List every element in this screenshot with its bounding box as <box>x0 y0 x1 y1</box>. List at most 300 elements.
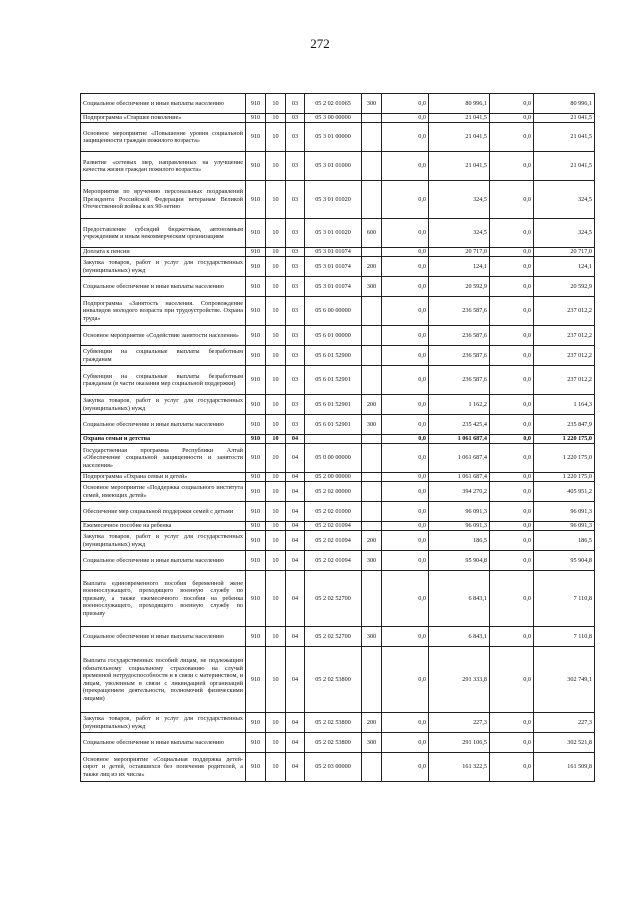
expense-type-code: 300 <box>362 415 382 435</box>
subsection-code: 03 <box>286 123 305 152</box>
row-name: Субвенции на социальные выплаты безработным гражданам <box>81 346 246 366</box>
target-article-code: 05 2 02 53800 <box>305 647 362 713</box>
amount-2: 236 587,6 <box>429 346 490 366</box>
ministry-code: 910 <box>246 152 266 181</box>
amount-3: 0,0 <box>490 395 534 415</box>
amount-1: 0,0 <box>382 257 429 277</box>
subsection-code: 03 <box>286 277 305 297</box>
amount-3: 0,0 <box>490 713 534 733</box>
subsection-code: 04 <box>286 482 305 502</box>
amount-2: 236 587,6 <box>429 366 490 395</box>
ministry-code: 910 <box>246 297 266 326</box>
expense-type-code <box>362 482 382 502</box>
target-article-code: 05 3 01 01074 <box>305 277 362 297</box>
subsection-code: 04 <box>286 502 305 522</box>
amount-2: 227,3 <box>429 713 490 733</box>
amount-1: 0,0 <box>382 482 429 502</box>
amount-1: 0,0 <box>382 647 429 713</box>
row-name: Социальное обеспечение и иные выплаты населению <box>81 551 246 571</box>
amount-4: 96 091,3 <box>534 522 595 531</box>
amount-4: 237 012,2 <box>534 366 595 395</box>
subsection-code: 03 <box>286 395 305 415</box>
amount-2: 80 996,1 <box>429 94 490 114</box>
amount-1: 0,0 <box>382 733 429 753</box>
amount-1: 0,0 <box>382 444 429 473</box>
target-article-code: 05 2 02 53800 <box>305 713 362 733</box>
amount-2: 96 091,3 <box>429 522 490 531</box>
amount-2: 324,5 <box>429 219 490 248</box>
amount-2: 21 041,5 <box>429 123 490 152</box>
table-row <box>81 123 595 152</box>
amount-3: 0,0 <box>490 181 534 219</box>
table-row <box>81 502 595 522</box>
subsection-code: 03 <box>286 152 305 181</box>
table-row <box>81 531 595 551</box>
subsection-code: 04 <box>286 627 305 647</box>
amount-3: 0,0 <box>490 522 534 531</box>
ministry-code: 910 <box>246 123 266 152</box>
amount-4: 302 749,1 <box>534 647 595 713</box>
subsection-code: 04 <box>286 435 305 444</box>
expense-type-code <box>362 326 382 346</box>
amount-4: 237 012,2 <box>534 346 595 366</box>
expense-type-code <box>362 114 382 123</box>
amount-1: 0,0 <box>382 366 429 395</box>
ministry-code: 910 <box>246 522 266 531</box>
section-code: 10 <box>266 181 286 219</box>
subsection-code: 03 <box>286 114 305 123</box>
table-row <box>81 571 595 627</box>
section-code: 10 <box>266 647 286 713</box>
target-article-code: 05 6 01 52901 <box>305 366 362 395</box>
amount-1: 0,0 <box>382 435 429 444</box>
budget-table <box>80 93 595 782</box>
section-code: 10 <box>266 627 286 647</box>
row-name: Доплата к пенсии <box>81 248 246 257</box>
amount-1: 0,0 <box>382 277 429 297</box>
section-code: 10 <box>266 248 286 257</box>
amount-1: 0,0 <box>382 502 429 522</box>
table-row <box>81 248 595 257</box>
amount-3: 0,0 <box>490 415 534 435</box>
section-code: 10 <box>266 551 286 571</box>
expense-type-code: 300 <box>362 627 382 647</box>
amount-1: 0,0 <box>382 94 429 114</box>
amount-2: 6 843,1 <box>429 627 490 647</box>
row-name: Выплата единовременного пособия беременной жене военнослужащего, проходящего военную службу по призыву, а также ежемесячного пособия на ребенка военнослужащего, проходящего военную службу по призыву <box>81 571 246 627</box>
section-code: 10 <box>266 473 286 482</box>
subsection-code: 04 <box>286 571 305 627</box>
ministry-code: 910 <box>246 395 266 415</box>
amount-2: 21 041,5 <box>429 114 490 123</box>
amount-3: 0,0 <box>490 473 534 482</box>
table-row <box>81 346 595 366</box>
amount-2: 1 162,2 <box>429 395 490 415</box>
ministry-code: 910 <box>246 473 266 482</box>
amount-3: 0,0 <box>490 114 534 123</box>
expense-type-code <box>362 435 382 444</box>
expense-type-code: 200 <box>362 713 382 733</box>
subsection-code: 03 <box>286 248 305 257</box>
amount-1: 0,0 <box>382 326 429 346</box>
expense-type-code <box>362 152 382 181</box>
ministry-code: 910 <box>246 551 266 571</box>
amount-4: 95 904,8 <box>534 551 595 571</box>
amount-3: 0,0 <box>490 733 534 753</box>
section-code: 10 <box>266 277 286 297</box>
table-row <box>81 114 595 123</box>
target-article-code <box>305 435 362 444</box>
subsection-code: 03 <box>286 346 305 366</box>
subsection-code: 03 <box>286 181 305 219</box>
row-name: Основное мероприятие «Повышение уровня социальной защищенности граждан пожилого возраста» <box>81 123 246 152</box>
row-name: Предоставление субсидий бюджетным, автономным учреждениям и иным некоммерческим организациям <box>81 219 246 248</box>
expense-type-code <box>362 181 382 219</box>
table-row <box>81 627 595 647</box>
row-name: Закупка товаров, работ и услуг для государственных (муниципальных) нужд <box>81 713 246 733</box>
target-article-code: 05 0 00 00000 <box>305 444 362 473</box>
subsection-code: 03 <box>286 297 305 326</box>
amount-2: 291 106,5 <box>429 733 490 753</box>
amount-4: 237 012,2 <box>534 326 595 346</box>
expense-type-code: 200 <box>362 257 382 277</box>
amount-4: 20 592,9 <box>534 277 595 297</box>
amount-4: 1 220 175,0 <box>534 444 595 473</box>
subsection-code: 04 <box>286 522 305 531</box>
amount-2: 236 587,6 <box>429 326 490 346</box>
row-name: Субвенции на социальные выплаты безработным гражданам (в части оказания мер социальной поддержки) <box>81 366 246 395</box>
amount-4: 161 509,8 <box>534 753 595 782</box>
expense-type-code: 200 <box>362 395 382 415</box>
amount-3: 0,0 <box>490 444 534 473</box>
subsection-code: 03 <box>286 326 305 346</box>
section-code: 10 <box>266 257 286 277</box>
amount-4: 227,3 <box>534 713 595 733</box>
expense-type-code: 300 <box>362 94 382 114</box>
section-code: 10 <box>266 415 286 435</box>
section-code: 10 <box>266 733 286 753</box>
amount-3: 0,0 <box>490 326 534 346</box>
ministry-code: 910 <box>246 444 266 473</box>
amount-1: 0,0 <box>382 152 429 181</box>
ministry-code: 910 <box>246 482 266 502</box>
amount-2: 291 333,8 <box>429 647 490 713</box>
row-name: Закупка товаров, работ и услуг для государственных (муниципальных) нужд <box>81 257 246 277</box>
expense-type-code <box>362 647 382 713</box>
ministry-code: 910 <box>246 733 266 753</box>
amount-1: 0,0 <box>382 522 429 531</box>
amount-1: 0,0 <box>382 123 429 152</box>
amount-2: 96 091,3 <box>429 502 490 522</box>
table-row <box>81 551 595 571</box>
target-article-code: 05 6 01 00000 <box>305 326 362 346</box>
amount-4: 302 521,8 <box>534 733 595 753</box>
target-article-code: 05 3 01 01074 <box>305 257 362 277</box>
ministry-code: 910 <box>246 531 266 551</box>
section-code: 10 <box>266 502 286 522</box>
section-code: 10 <box>266 444 286 473</box>
table-row <box>81 647 595 713</box>
target-article-code: 05 3 00 00000 <box>305 114 362 123</box>
row-name: Основное мероприятие «Социальная поддержка детей-сирот и детей, оставшихся без попечения родителей, а также лиц из их числа» <box>81 753 246 782</box>
expense-type-code: 300 <box>362 277 382 297</box>
section-code: 10 <box>266 482 286 502</box>
expense-type-code <box>362 366 382 395</box>
amount-2: 20 717,0 <box>429 248 490 257</box>
target-article-code: 05 2 02 01000 <box>305 502 362 522</box>
row-name: Социальное обеспечение и иные выплаты населению <box>81 277 246 297</box>
table-row <box>81 257 595 277</box>
amount-1: 0,0 <box>382 114 429 123</box>
section-code: 10 <box>266 395 286 415</box>
row-name: Социальное обеспечение и иные выплаты населению <box>81 733 246 753</box>
amount-4: 7 110,8 <box>534 571 595 627</box>
table-row <box>81 94 595 114</box>
ministry-code: 910 <box>246 277 266 297</box>
table-row <box>81 152 595 181</box>
amount-4: 96 091,3 <box>534 502 595 522</box>
amount-1: 0,0 <box>382 181 429 219</box>
amount-3: 0,0 <box>490 482 534 502</box>
ministry-code: 910 <box>246 713 266 733</box>
amount-1: 0,0 <box>382 219 429 248</box>
amount-3: 0,0 <box>490 277 534 297</box>
expense-type-code: 300 <box>362 733 382 753</box>
amount-4: 324,5 <box>534 219 595 248</box>
row-name: Мероприятия по вручению персональных поздравлений Президента Российской Федерации ветеранам Великой Отечественной войны к их 90-летию <box>81 181 246 219</box>
row-name: Охрана семьи и детства <box>81 435 246 444</box>
amount-4: 237 012,2 <box>534 297 595 326</box>
target-article-code: 05 2 02 01065 <box>305 94 362 114</box>
row-name: Подпрограмма «Старшее поколение» <box>81 114 246 123</box>
amount-2: 1 061 687,4 <box>429 435 490 444</box>
section-code: 10 <box>266 297 286 326</box>
ministry-code: 910 <box>246 502 266 522</box>
amount-2: 324,5 <box>429 181 490 219</box>
amount-2: 1 061 687,4 <box>429 444 490 473</box>
amount-3: 0,0 <box>490 297 534 326</box>
row-name: Социальное обеспечение и иные выплаты населению <box>81 627 246 647</box>
page-number: 272 <box>310 36 330 51</box>
amount-4: 1 164,3 <box>534 395 595 415</box>
section-code: 10 <box>266 346 286 366</box>
amount-3: 0,0 <box>490 502 534 522</box>
section-code: 10 <box>266 713 286 733</box>
amount-4: 324,5 <box>534 181 595 219</box>
row-name: Закупка товаров, работ и услуг для государственных (муниципальных) нужд <box>81 531 246 551</box>
amount-4: 405 951,2 <box>534 482 595 502</box>
table-row <box>81 444 595 473</box>
amount-1: 0,0 <box>382 473 429 482</box>
ministry-code: 910 <box>246 326 266 346</box>
target-article-code: 05 2 02 01094 <box>305 531 362 551</box>
row-name: Обеспечение мер социальной поддержки семей с детьми <box>81 502 246 522</box>
expense-type-code <box>362 297 382 326</box>
section-code: 10 <box>266 114 286 123</box>
amount-1: 0,0 <box>382 346 429 366</box>
expense-type-code <box>362 123 382 152</box>
amount-4: 186,5 <box>534 531 595 551</box>
amount-3: 0,0 <box>490 647 534 713</box>
amount-2: 1 061 687,4 <box>429 473 490 482</box>
row-name: Подпрограмма «Охрана семьи и детей» <box>81 473 246 482</box>
row-name: Выплата государственных пособий лицам, не подлежащим обязательному социальному страхованию на случай временной нетрудоспособности и в связи с материнством, и лицам, уволенным в связи с ликвидацией организаций (прекращением деятельности, полномочий физическими лицами) <box>81 647 246 713</box>
subsection-code: 04 <box>286 647 305 713</box>
table-row <box>81 277 595 297</box>
table-row <box>81 415 595 435</box>
expense-type-code: 200 <box>362 531 382 551</box>
target-article-code: 05 2 02 01094 <box>305 551 362 571</box>
table-row <box>81 181 595 219</box>
amount-2: 6 843,1 <box>429 571 490 627</box>
row-name: Основное мероприятие «Содействие занятости населения» <box>81 326 246 346</box>
amount-3: 0,0 <box>490 123 534 152</box>
section-code: 10 <box>266 94 286 114</box>
amount-1: 0,0 <box>382 297 429 326</box>
table-row <box>81 733 595 753</box>
subsection-code: 04 <box>286 473 305 482</box>
expense-type-code <box>362 502 382 522</box>
row-name: Государственная программа Республики Алтай «Обеспечение социальной защищенности и занятости населения» <box>81 444 246 473</box>
amount-3: 0,0 <box>490 248 534 257</box>
amount-2: 95 904,8 <box>429 551 490 571</box>
table-row <box>81 482 595 502</box>
expense-type-code <box>362 753 382 782</box>
amount-4: 235 847,9 <box>534 415 595 435</box>
row-name: Подпрограмма «Занятость населения. Сопровождение инвалидов молодого возраста при трудоустройстве. Охрана труда» <box>81 297 246 326</box>
target-article-code: 05 6 01 52901 <box>305 415 362 435</box>
section-code: 10 <box>266 435 286 444</box>
ministry-code: 910 <box>246 571 266 627</box>
amount-4: 7 110,8 <box>534 627 595 647</box>
table-row <box>81 713 595 733</box>
amount-2: 186,5 <box>429 531 490 551</box>
subsection-code: 03 <box>286 257 305 277</box>
subsection-code: 04 <box>286 531 305 551</box>
ministry-code: 910 <box>246 435 266 444</box>
amount-2: 235 425,4 <box>429 415 490 435</box>
target-article-code: 05 2 02 00000 <box>305 482 362 502</box>
expense-type-code <box>362 248 382 257</box>
expense-type-code <box>362 571 382 627</box>
amount-1: 0,0 <box>382 531 429 551</box>
amount-1: 0,0 <box>382 713 429 733</box>
amount-3: 0,0 <box>490 152 534 181</box>
target-article-code: 05 3 01 01000 <box>305 152 362 181</box>
amount-3: 0,0 <box>490 366 534 395</box>
ministry-code: 910 <box>246 627 266 647</box>
target-article-code: 05 6 01 52900 <box>305 346 362 366</box>
section-code: 10 <box>266 366 286 395</box>
subsection-code: 03 <box>286 94 305 114</box>
subsection-code: 04 <box>286 713 305 733</box>
amount-1: 0,0 <box>382 753 429 782</box>
amount-2: 21 041,5 <box>429 152 490 181</box>
row-name: Закупка товаров, работ и услуг для государственных (муниципальных) нужд <box>81 395 246 415</box>
table-row <box>81 395 595 415</box>
table-row <box>81 473 595 482</box>
amount-3: 0,0 <box>490 753 534 782</box>
subsection-code: 03 <box>286 366 305 395</box>
amount-4: 1 220 175,0 <box>534 435 595 444</box>
section-code: 10 <box>266 753 286 782</box>
ministry-code: 910 <box>246 257 266 277</box>
amount-2: 161 322,5 <box>429 753 490 782</box>
amount-3: 0,0 <box>490 435 534 444</box>
amount-3: 0,0 <box>490 94 534 114</box>
table-row <box>81 753 595 782</box>
amount-3: 0,0 <box>490 257 534 277</box>
target-article-code: 05 3 01 01020 <box>305 181 362 219</box>
ministry-code: 910 <box>246 114 266 123</box>
subsection-code: 04 <box>286 733 305 753</box>
subsection-code: 04 <box>286 753 305 782</box>
row-name: Развитие «сетевых мер, направленных на улучшение качества жизни граждан пожилого возраста» <box>81 152 246 181</box>
target-article-code: 05 6 00 00000 <box>305 297 362 326</box>
ministry-code: 910 <box>246 94 266 114</box>
expense-type-code <box>362 346 382 366</box>
expense-type-code <box>362 522 382 531</box>
amount-4: 1 220 175,0 <box>534 473 595 482</box>
table-row <box>81 522 595 531</box>
expense-type-code <box>362 473 382 482</box>
amount-1: 0,0 <box>382 627 429 647</box>
ministry-code: 910 <box>246 346 266 366</box>
subsection-code: 04 <box>286 551 305 571</box>
ministry-code: 910 <box>246 647 266 713</box>
ministry-code: 910 <box>246 415 266 435</box>
amount-1: 0,0 <box>382 415 429 435</box>
section-code: 10 <box>266 531 286 551</box>
section-code: 10 <box>266 219 286 248</box>
amount-2: 124,1 <box>429 257 490 277</box>
amount-1: 0,0 <box>382 395 429 415</box>
amount-4: 21 041,5 <box>534 123 595 152</box>
row-name: Основное мероприятие «Поддержка социального института семей, имеющих детей» <box>81 482 246 502</box>
section-code: 10 <box>266 152 286 181</box>
table-row <box>81 366 595 395</box>
amount-3: 0,0 <box>490 571 534 627</box>
table-row <box>81 435 595 444</box>
target-article-code: 05 2 02 52700 <box>305 627 362 647</box>
expense-type-code: 600 <box>362 219 382 248</box>
row-name: Социальное обеспечение и иные выплаты населению <box>81 415 246 435</box>
amount-1: 0,0 <box>382 551 429 571</box>
amount-3: 0,0 <box>490 219 534 248</box>
ministry-code: 910 <box>246 219 266 248</box>
target-article-code: 05 3 01 01074 <box>305 248 362 257</box>
target-article-code: 05 2 02 01094 <box>305 522 362 531</box>
amount-1: 0,0 <box>382 571 429 627</box>
target-article-code: 05 3 01 00000 <box>305 123 362 152</box>
amount-4: 21 041,5 <box>534 152 595 181</box>
expense-type-code <box>362 444 382 473</box>
target-article-code: 05 3 01 01020 <box>305 219 362 248</box>
table-row <box>81 326 595 346</box>
amount-2: 394 270,2 <box>429 482 490 502</box>
amount-1: 0,0 <box>382 248 429 257</box>
amount-3: 0,0 <box>490 531 534 551</box>
section-code: 10 <box>266 326 286 346</box>
table-row <box>81 219 595 248</box>
amount-4: 80 996,1 <box>534 94 595 114</box>
section-code: 10 <box>266 123 286 152</box>
ministry-code: 910 <box>246 753 266 782</box>
subsection-code: 04 <box>286 444 305 473</box>
target-article-code: 05 2 00 00000 <box>305 473 362 482</box>
amount-3: 0,0 <box>490 551 534 571</box>
amount-2: 20 592,9 <box>429 277 490 297</box>
